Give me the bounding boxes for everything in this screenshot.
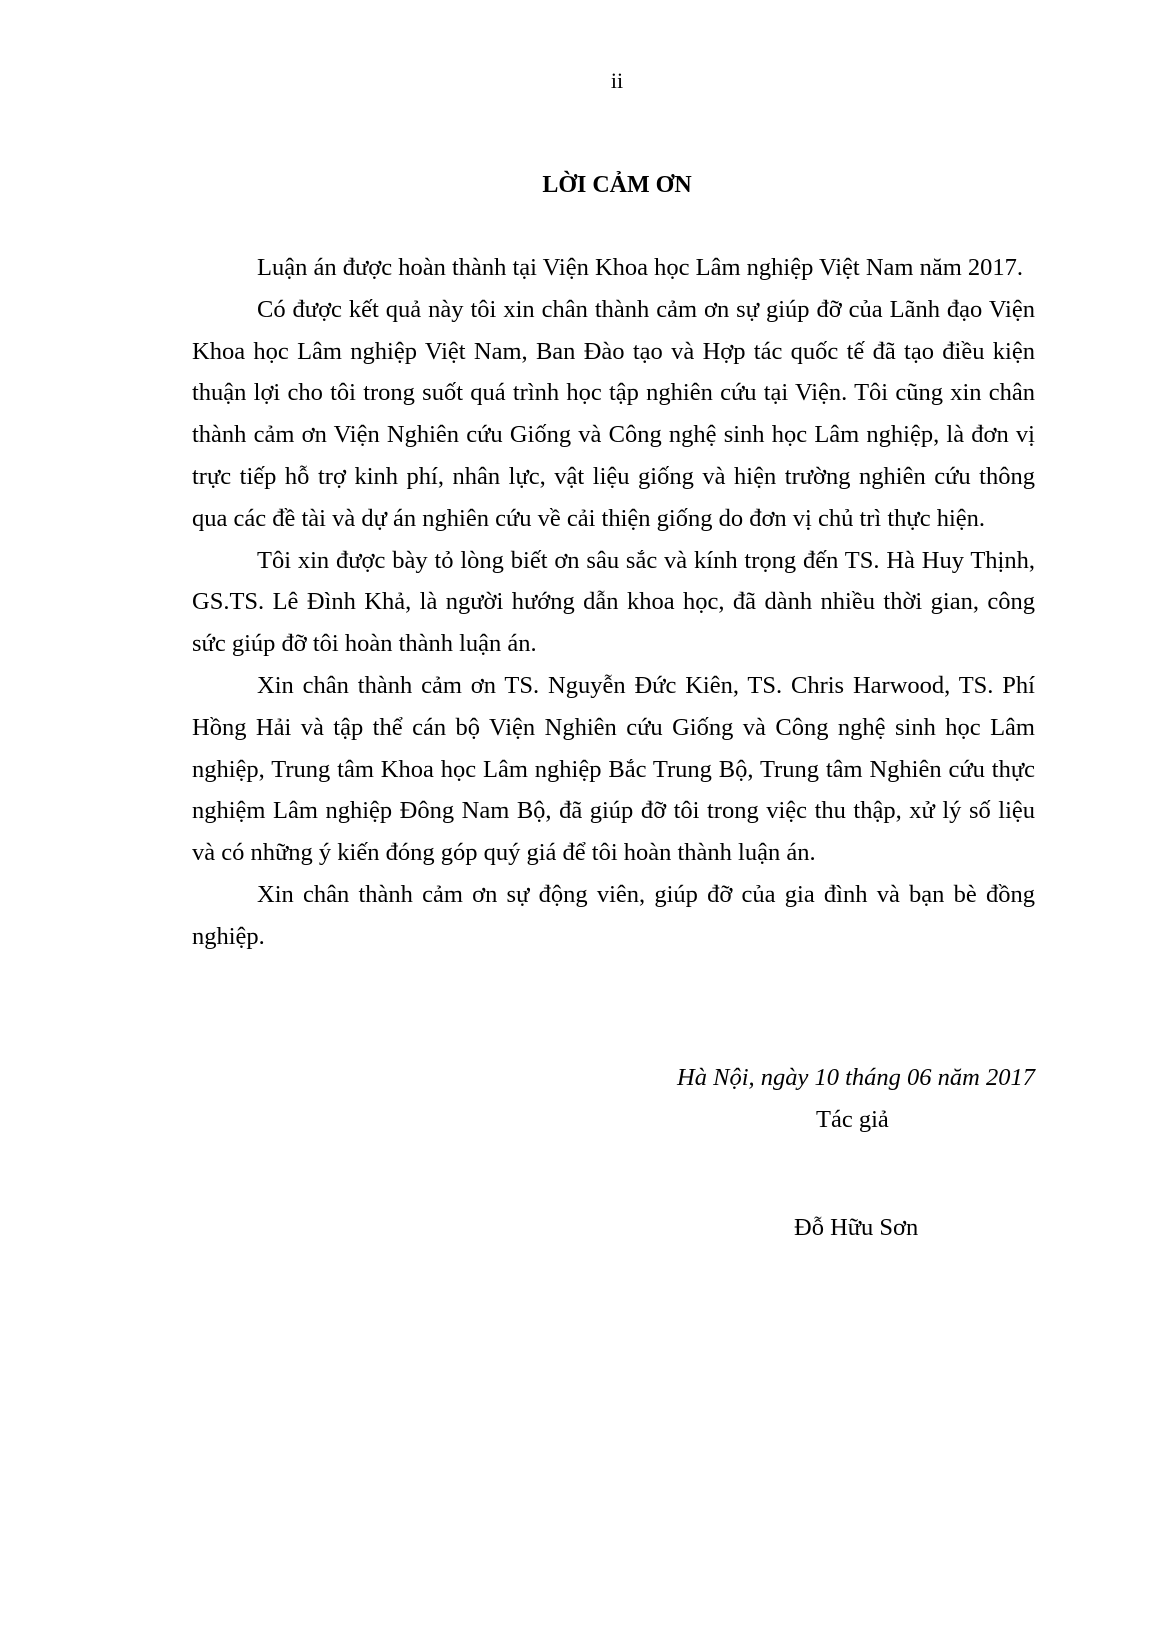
paragraph-institution-thanks: Có được kết quả này tôi xin chân thành cảm ơn sự giúp đỡ của Lãnh đạo Viện Khoa học Lâm nghiệp Việt Nam, Ban Đào tạo và Hợp tác quốc tế đã tạo điều kiện thuận lợi cho tôi trong suốt quá trình học tập nghiên cứu tại Viện. Tôi cũng xin chân thành cảm ơn Viện Nghiên cứu Giống và Công nghệ sinh học Lâm nghiệp, là đơn vị trực tiếp hỗ trợ kinh phí, nhân lực, vật liệu giống và hiện trường nghiên cứu thông qua các đề tài và dự án nghiên cứu về cải thiện giống do đơn vị chủ trì thực hiện. xyxy=(192,295,1035,532)
acknowledgement-body xyxy=(192,247,1035,958)
paragraph-colleague-thanks: Xin chân thành cảm ơn TS. Nguyễn Đức Kiên, TS. Chris Harwood, TS. Phí Hồng Hải và tập thể cán bộ Viện Nghiên cứu Giống và Công nghệ sinh học Lâm nghiệp, Trung tâm Khoa học Lâm nghiệp Bắc Trung Bộ, Trung tâm Nghiên cứu thực nghiệm Lâm nghiệp Đông Nam Bộ, đã giúp đỡ tôi trong việc thu thập, xử lý số liệu và có những ý kiến đóng góp quý giá để tôi hoàn thành luận án. xyxy=(192,671,1035,867)
page-title: LỜI CẢM ƠN xyxy=(542,172,692,198)
signature-date: Hà Nội, ngày 10 tháng 06 năm 2017 xyxy=(677,1064,1035,1091)
paragraph-family-thanks: Xin chân thành cảm ơn sự động viên, giúp đỡ của gia đình và bạn bè đồng nghiệp. xyxy=(192,880,1035,950)
paragraph-supervisor-thanks: Tôi xin được bày tỏ lòng biết ơn sâu sắc và kính trọng đến TS. Hà Huy Thịnh, GS.TS. Lê Đình Khả, là người hướng dẫn khoa học, đã dành nhiều thời gian, công sức giúp đỡ tôi hoàn thành luận án. xyxy=(192,546,1035,658)
author-name: Đỗ Hữu Sơn xyxy=(794,1214,919,1241)
signature-block xyxy=(192,1057,1035,1141)
signature-role: Tác giả xyxy=(816,1106,889,1133)
page-number: ii xyxy=(610,68,624,93)
paragraph-completion: Luận án được hoàn thành tại Viện Khoa học Lâm nghiệp Việt Nam năm 2017. xyxy=(257,254,1024,281)
